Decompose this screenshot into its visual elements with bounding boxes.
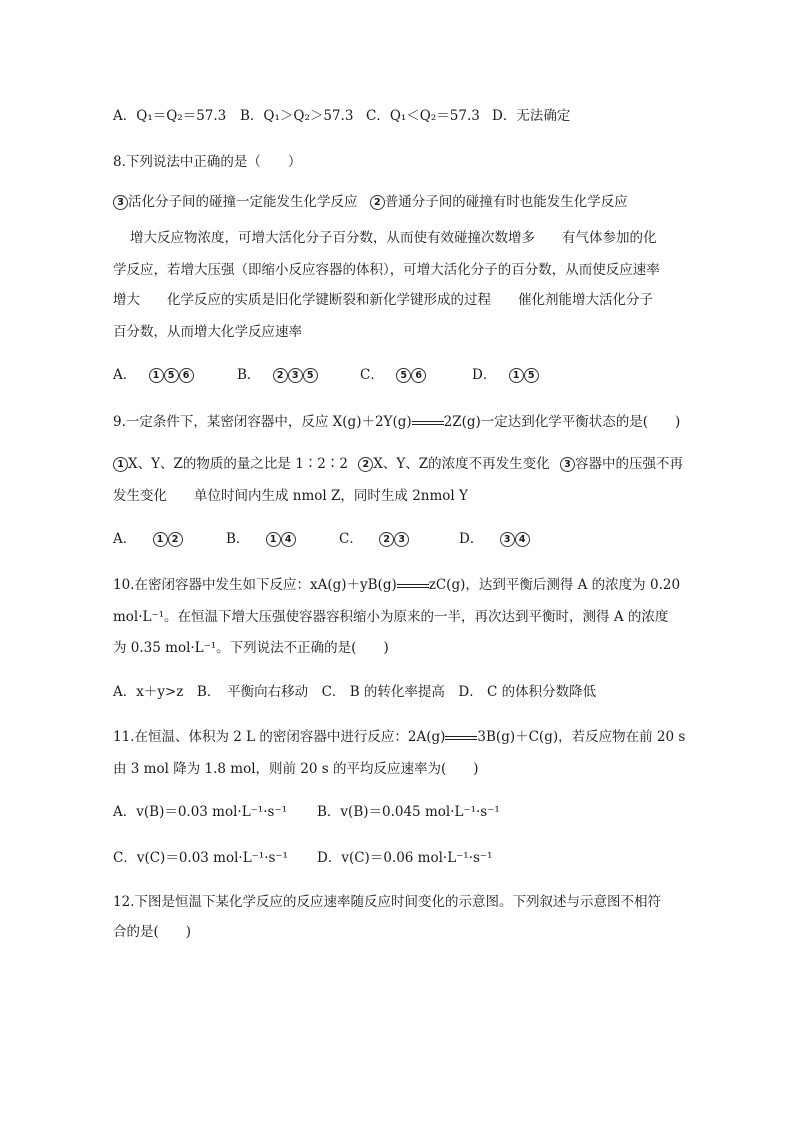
q12-line1: 12.下图是恒温下某化学反应的反应速率随反应时间变化的示意图。下列叙述与示意图不相符: [113, 894, 661, 910]
equilibrium-arrow-icon: [412, 419, 444, 427]
q9-option-d[interactable]: D． 3 4: [459, 527, 530, 547]
q7-option-b[interactable]: B．Q₁＞Q₂＞57.3: [240, 108, 354, 124]
circled-1: 1: [266, 532, 281, 547]
circled-2: 2: [370, 195, 385, 210]
q11-option-d[interactable]: D．v(C)＝0.06 mol·L⁻¹·s⁻¹: [317, 850, 493, 866]
q8-line2: 增大反应物浓度，可增大活化分子百分数，从而使有效碰撞次数增多 有气体参加的化: [130, 230, 657, 246]
q7-option-c[interactable]: C．Q₁＜Q₂＝57.3: [366, 108, 480, 124]
circled-5: 5: [303, 368, 318, 383]
circled-2: 2: [273, 368, 288, 383]
q8-statement-line: [113, 190, 628, 210]
q10-line1: 10.在密闭容器中发生如下反应：xA(g)＋yB(g) zC(g)，达到平衡后测得 A 的浓度为 0.20: [113, 577, 681, 593]
q10-line2: mol·L⁻¹。在恒温下增大压强使容器容积缩小为原来的一半，再次达到平衡时，测得 A 的浓度: [113, 609, 669, 625]
q11-option-c[interactable]: C．v(C)＝0.03 mol·L⁻¹·s⁻¹: [113, 850, 288, 866]
q8-s1: 活化分子间的碰撞一定能发生化学反应: [128, 194, 358, 210]
circled-3: 3: [560, 457, 575, 472]
q11-line1: 11.在恒温、体积为 2 L 的密闭容器中进行反应：2A(g) 3B(g)＋C(g)，若反应物在前 20 s: [113, 729, 686, 745]
q8-option-a[interactable]: A． 1 5 6: [113, 363, 194, 383]
q8-line4: 增大 化学反应的实质是旧化学键断裂和新化学键形成的过程 催化剂能增大活化分子: [113, 292, 653, 308]
circled-2: 2: [168, 532, 183, 547]
q11-line2: 由 3 mol 降为 1.8 mol，则前 20 s 的平均反应速率为( ): [113, 761, 479, 777]
q11-option-b[interactable]: B．v(B)＝0.045 mol·L⁻¹·s⁻¹: [317, 804, 500, 820]
circled-5: 5: [396, 368, 411, 383]
circled-1: 1: [153, 532, 168, 547]
q7-option-a[interactable]: A．Q₁＝Q₂＝57.3: [113, 108, 227, 124]
circled-4: 4: [281, 532, 296, 547]
q8-option-c[interactable]: C． 5 6: [360, 363, 426, 383]
circled-2: 2: [379, 532, 394, 547]
q10-options[interactable]: A．x＋y>z B． 平衡向右移动 C． B 的转化率提高 D． C 的体积分数降低: [113, 684, 597, 700]
circled-3: 3: [500, 532, 515, 547]
q9-line2: 发生变化 单位时间内生成 nmol Z，同时生成 2nmol Y: [113, 488, 468, 504]
q9-stem: 9.一定条件下，某密闭容器中，反应 X(g)＋2Y(g) 2Z(g)一定达到化学平衡状态的是( ): [113, 414, 681, 430]
q9-option-b[interactable]: B． 1 4: [226, 527, 296, 547]
q12-line2: 合的是( ): [113, 924, 192, 940]
q9-option-a[interactable]: A． 1 2: [113, 527, 183, 547]
q8-option-d[interactable]: D． 1 5: [472, 363, 539, 383]
circled-3: 3: [288, 368, 303, 383]
equilibrium-arrow-icon: [445, 734, 477, 742]
circled-5: 5: [164, 368, 179, 383]
q8-line3: 学反应，若增大压强（即缩小反应容器的体积），可增大活化分子的百分数，从而使反应速率: [113, 262, 660, 278]
circled-6: 6: [411, 368, 426, 383]
q9-option-c[interactable]: C． 2 3: [339, 527, 409, 547]
equilibrium-arrow-icon: [397, 582, 429, 590]
q7-option-d[interactable]: D．无法确定: [492, 108, 571, 124]
q8-s2: 普通分子间的碰撞有时也能发生化学反应: [384, 194, 628, 210]
circled-5: 5: [524, 368, 539, 383]
circled-3: 3: [394, 532, 409, 547]
q11-option-a[interactable]: A．v(B)＝0.03 mol·L⁻¹·s⁻¹: [113, 804, 287, 820]
q8-option-b[interactable]: B． 2 3 5: [237, 363, 318, 383]
q9-statements: 1 X、Y、Z的物质的量之比是 1∶2∶2 2 X、Y、Z的浓度不再发生变化 3 容器中的压强不再: [113, 452, 683, 472]
circled-1: 1: [149, 368, 164, 383]
circled-2: 2: [358, 457, 373, 472]
circled-4: 4: [515, 532, 530, 547]
circled-3: 3: [113, 195, 128, 210]
q8-line5: 百分数，从而增大化学反应速率: [113, 324, 302, 340]
q8-stem: 8.下列说法中正确的是（ ）: [113, 154, 302, 170]
q10-line3: 为 0.35 mol·L⁻¹。下列说法不正确的是( ): [113, 640, 389, 656]
circled-1: 1: [113, 457, 128, 472]
circled-6: 6: [179, 368, 194, 383]
circled-1: 1: [509, 368, 524, 383]
